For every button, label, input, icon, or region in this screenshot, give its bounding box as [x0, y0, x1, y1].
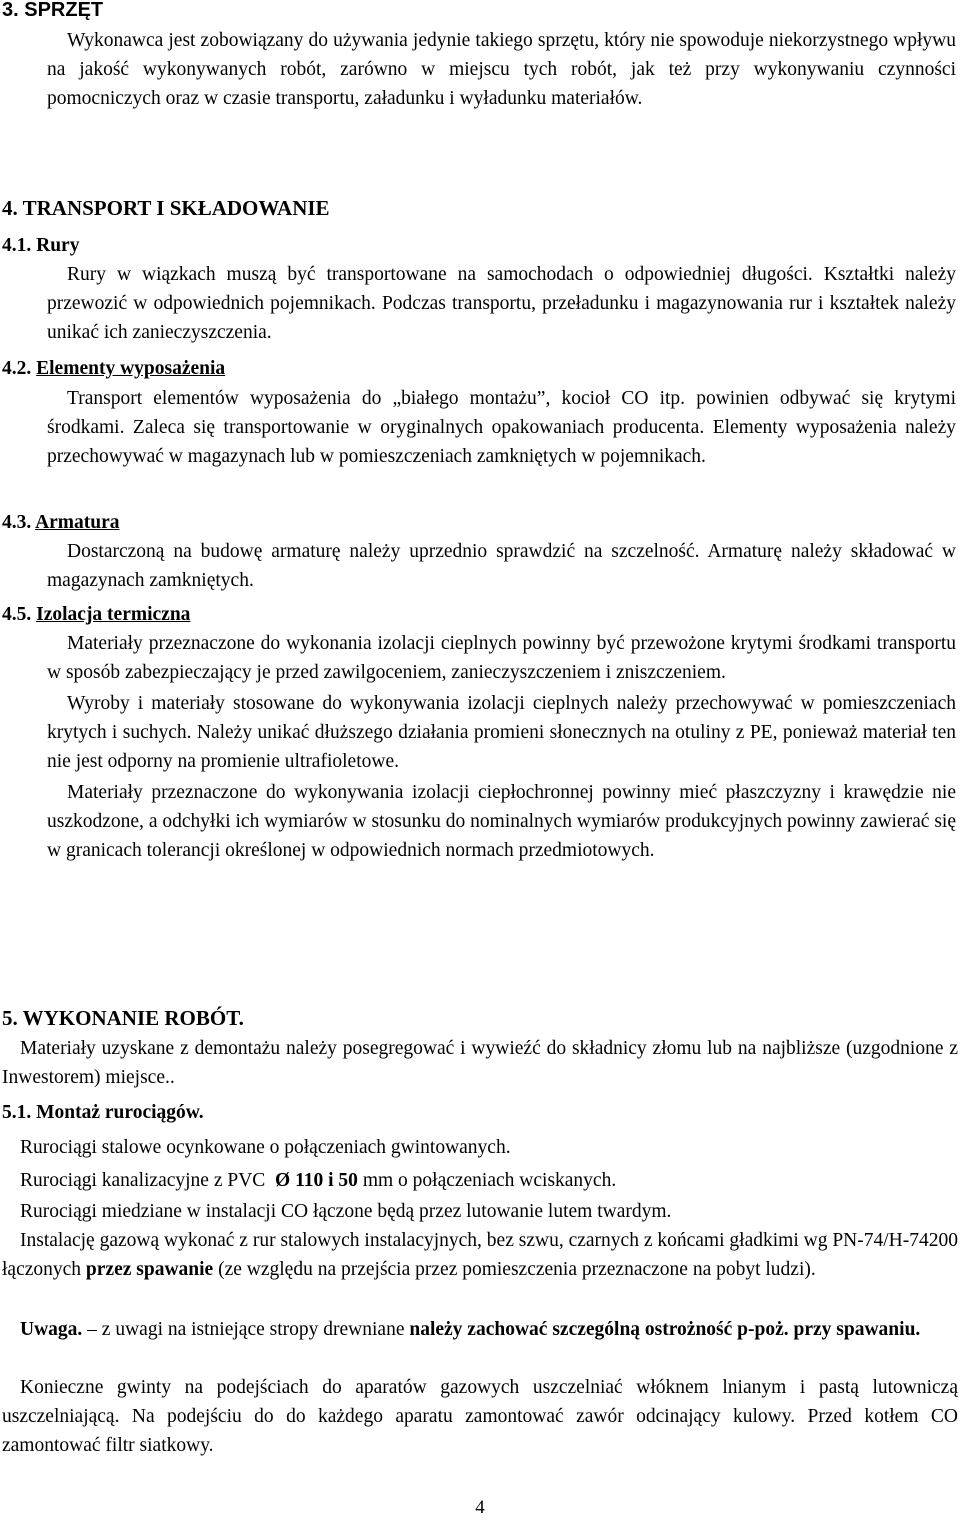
warning-paragraph	[2, 1315, 958, 1344]
section-4-2-title: Elementy wyposażenia	[36, 358, 226, 379]
section-4-5-paragraph-2: Wyroby i materiały stosowane do wykonywania izolacji cieplnych należy przechowywać w pomieszczeniach krytych i suchych. Należy unikać dłuższego działania promieni słonecznych na otuliny z PE, ponieważ materiał ten nie jest odporny na promienie ultrafioletowe.	[47, 693, 956, 772]
section-4-5-title: Izolacja termiczna	[36, 604, 191, 625]
section-4-1-body	[47, 260, 956, 347]
warning-label: Uwaga.	[20, 1319, 83, 1340]
warning-block	[2, 1315, 958, 1344]
section-5-1-title: 5.1. Montaż rurociągów.	[2, 1102, 204, 1123]
pvc-connection-text: mm o połączeniach wciskanych.	[362, 1170, 617, 1191]
warning-emphasis: należy zachować szczególną ostrożność p-poż. przy spawaniu.	[409, 1319, 921, 1340]
section-5-1-line-2	[20, 1166, 956, 1195]
section-4-1-heading	[2, 231, 942, 260]
section-4-2-body	[47, 384, 956, 471]
pvc-diameter: Ø 110 i 50	[275, 1170, 358, 1191]
section-3	[2, 0, 958, 25]
section-4-2-number: 4.2.	[2, 358, 32, 379]
section-4-3-title: Armatura	[35, 512, 120, 533]
section-5-intro	[2, 1034, 958, 1092]
section-4-5-body	[47, 629, 956, 865]
section-5-1-line-3: Rurociągi miedziane w instalacji CO łączone będą przez lutowanie lutem twardym.	[20, 1201, 672, 1222]
section-4-3-body	[47, 537, 956, 595]
final-block	[2, 1373, 958, 1460]
section-4-3-number: 4.3.	[2, 512, 32, 533]
section-4-1-number: 4.1.	[2, 235, 32, 256]
gas-welding-emphasis: przez spawanie	[85, 1259, 214, 1280]
warning-text: – z uwagi na istniejące stropy drewniane	[87, 1319, 405, 1340]
section-5-intro-paragraph: Materiały uzyskane z demontażu należy posegregować i wywieźć do składnicy złomu lub na najbliższe (uzgodnione z Inwestorem) miejsce..	[2, 1038, 958, 1088]
section-4-2-heading	[2, 354, 942, 383]
pvc-pipes-text: Rurociągi kanalizacyjne z PVC	[20, 1170, 266, 1191]
section-5-1-line-1: Rurociągi stalowe ocynkowane o połączeniach gwintowanych.	[20, 1137, 511, 1158]
section-4-2-paragraph: Transport elementów wyposażenia do „białego montażu”, kocioł CO itp. powinien odbywać się krytymi środkami. Zaleca się transportowanie w oryginalnych opakowaniach producenta. Elementy wyposażenia należy przechowywać w magazynach lub w pomieszczeniach zamkniętych w pojemnikach.	[47, 388, 956, 467]
section-3-paragraph: Wykonawca jest zobowiązany do używania jedynie takiego sprzętu, który nie spowoduje niekorzystnego wpływu na jakość wykonywanych robót, zarówno w miejscu tych robót, jak też przy wykonywaniu czynności pomocniczych oraz w czasie transportu, załadunku i wyładunku materiałów.	[47, 30, 956, 109]
page-number: 4	[475, 1497, 485, 1518]
section-4-3-paragraph: Dostarczoną na budowę armaturę należy uprzednio sprawdzić na szczelność. Armaturę należy składować w magazynach zamkniętych.	[47, 541, 956, 591]
gas-text-end: (ze względu na przejścia przez pomieszczenia przeznaczone na pobyt ludzi).	[218, 1259, 816, 1280]
gas-installation-paragraph	[2, 1226, 958, 1284]
section-4-title: 4. TRANSPORT I SKŁADOWANIE	[2, 196, 330, 220]
section-3-body	[47, 26, 956, 113]
gas-installation-block	[2, 1226, 958, 1284]
section-4-1-title: Rury	[36, 235, 80, 256]
final-paragraph: Konieczne gwinty na podejściach do aparatów gazowych uszczelniać włóknem lnianym i pastą lutowniczą uszczelniającą. Na podejściu do do każdego aparatu zamontować zawór odcinający kulowy. Przed kotłem CO zamontować filtr siatkowy.	[2, 1377, 958, 1456]
section-4-5-number: 4.5.	[2, 604, 32, 625]
gas-text-start: Instalację gazową wykonać z rur stalowych instalacyjnych, bez szwu, czarnych z końcami gładkimi wg PN-74/H-74200 łączonych	[2, 1230, 958, 1280]
section-4-1-paragraph: Rury w wiązkach muszą być transportowane na samochodach o odpowiedniej długości. Kształtki należy przewozić w odpowiednich pojemnikach. Podczas transportu, przeładunku i magazynowania rur i kształtek należy unikać ich zanieczyszczenia.	[47, 264, 956, 343]
section-4-5-paragraph-3: Materiały przeznaczone do wykonywania izolacji ciepłochronnej powinny mieć płaszczyzny i krawędzie nie uszkodzone, a odchyłki ich wymiarów w stosunku do nominalnych wymiarów produkcyjnych powinny zawierać się w granicach tolerancji określonej w odpowiednich normach przedmiotowych.	[47, 782, 956, 861]
section-4-5-heading	[2, 600, 942, 629]
section-5-title: 5. WYKONANIE ROBÓT.	[2, 1006, 244, 1030]
section-4-3-heading	[2, 508, 942, 537]
section-4-5-paragraph-1: Materiały przeznaczone do wykonania izolacji cieplnych powinny być przewożone krytymi środkami transportu w sposób zabezpieczający je przed zawilgoceniem, zanieczyszczeniem i zniszczeniem.	[47, 633, 956, 683]
section-3-title: 3. SPRZĘT	[2, 0, 104, 21]
